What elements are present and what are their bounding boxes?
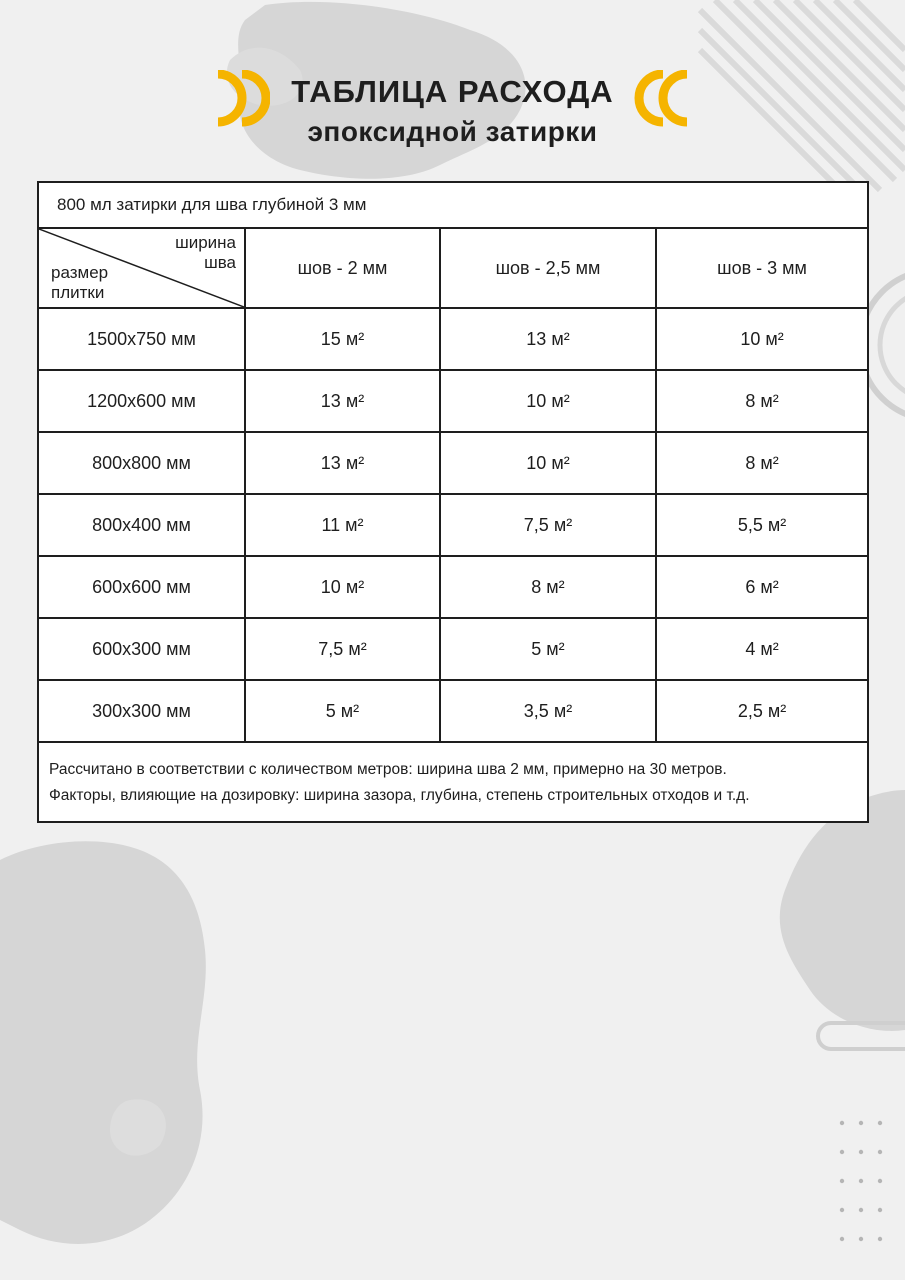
coverage-cell: 5 м²: [245, 680, 440, 742]
column-header: шов - 3 мм: [656, 228, 868, 308]
double-arc-left-icon: [633, 70, 693, 130]
header-row: [38, 228, 868, 308]
coverage-cell: 7,5 м²: [245, 618, 440, 680]
page-title: ТАБЛИЦА РАСХОДА: [291, 74, 614, 109]
coverage-cell: 5,5 м²: [656, 494, 868, 556]
column-header: шов - 2 мм: [245, 228, 440, 308]
note-row: [38, 742, 868, 822]
table-row: [38, 556, 868, 618]
tile-size-label: размер плитки: [51, 263, 109, 302]
coverage-cell: 8 м²: [440, 556, 656, 618]
consumption-table: [37, 181, 869, 823]
tile-size-cell: 300х300 мм: [38, 680, 245, 742]
coverage-cell: 7,5 м²: [440, 494, 656, 556]
bottom-right-paint-splash: [780, 790, 905, 1031]
column-header: шов - 2,5 мм: [440, 228, 656, 308]
corner-header-cell: [38, 228, 245, 308]
table-row: [38, 680, 868, 742]
table-row: [38, 308, 868, 370]
bottom-left-paint-splash: [0, 841, 206, 1244]
table-row: [38, 494, 868, 556]
coverage-cell: 3,5 м²: [440, 680, 656, 742]
footnote-line: Рассчитано в соответствии с количеством метров: ширина шва 2 мм, примерно на 30 метров.: [49, 761, 727, 778]
footnote-cell: [38, 742, 868, 822]
coverage-cell: 10 м²: [440, 370, 656, 432]
table-row: [38, 432, 868, 494]
tile-size-cell: 600х300 мм: [38, 618, 245, 680]
coverage-cell: 10 м²: [245, 556, 440, 618]
table-row: [38, 370, 868, 432]
tile-size-cell: 1200х600 мм: [38, 370, 245, 432]
coverage-cell: 10 м²: [656, 308, 868, 370]
footnote-line: Факторы, влияющие на дозировку: ширина зазора, глубина, степень строительных отходов и т.д.: [49, 787, 750, 804]
coverage-cell: 13 м²: [440, 308, 656, 370]
table-caption: 800 мл затирки для шва глубиной 3 мм: [38, 182, 868, 228]
coverage-cell: 13 м²: [245, 370, 440, 432]
coverage-cell: 8 м²: [656, 370, 868, 432]
page-subtitle: эпоксидной затирки: [307, 116, 598, 147]
coverage-cell: 10 м²: [440, 432, 656, 494]
coverage-cell: 4 м²: [656, 618, 868, 680]
table-row: [38, 618, 868, 680]
coverage-cell: 5 м²: [440, 618, 656, 680]
joint-width-label: ширина шва: [175, 233, 236, 272]
tile-size-cell: 1500х750 мм: [38, 308, 245, 370]
tile-size-cell: 600х600 мм: [38, 556, 245, 618]
title-block: [0, 70, 905, 160]
coverage-cell: 6 м²: [656, 556, 868, 618]
tile-size-cell: 800х400 мм: [38, 494, 245, 556]
caption-row: [38, 182, 868, 228]
tile-size-cell: 800х800 мм: [38, 432, 245, 494]
coverage-cell: 2,5 м²: [656, 680, 868, 742]
coverage-cell: 13 м²: [245, 432, 440, 494]
coverage-cell: 15 м²: [245, 308, 440, 370]
dot-grid-icon: [840, 1121, 882, 1241]
coverage-cell: 8 м²: [656, 432, 868, 494]
coverage-cell: 11 м²: [245, 494, 440, 556]
